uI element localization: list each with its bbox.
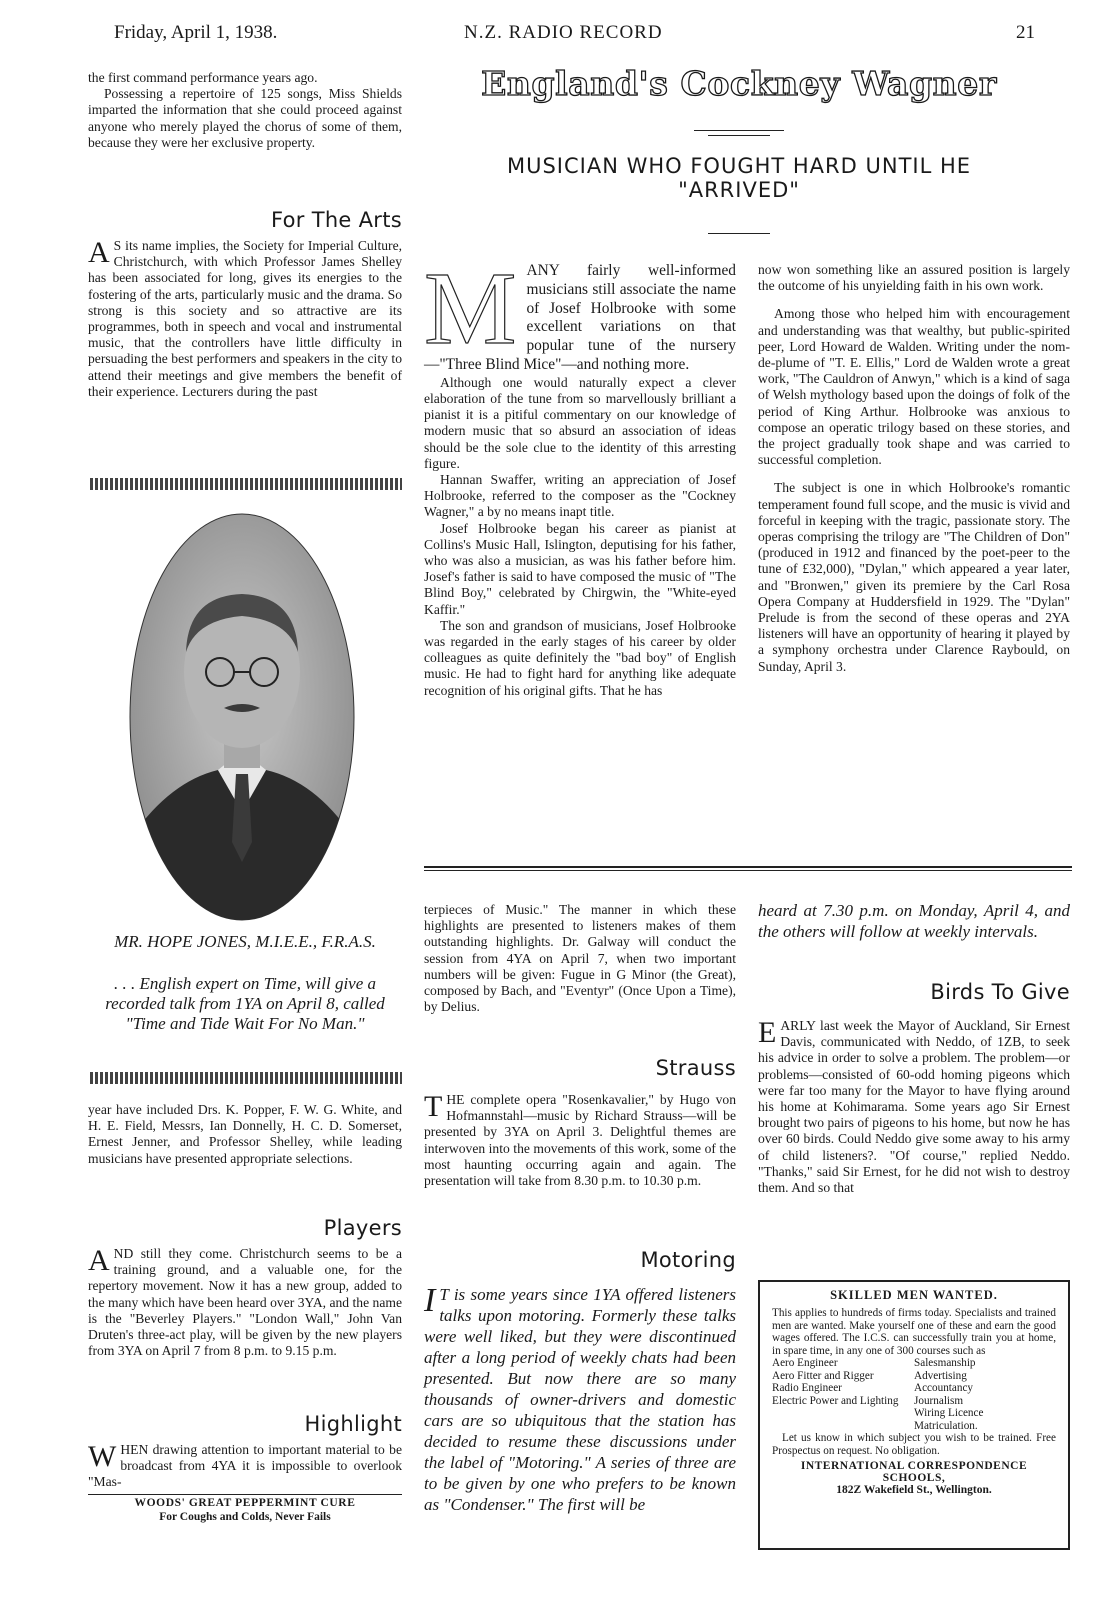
players-dropcap: A [88, 1244, 110, 1277]
page-number: 21 [1016, 22, 1035, 43]
subtitle-rule [708, 233, 770, 234]
feature-p6: now won something like an assured position is largely the outcome of his unyielding faith in his own work. [758, 262, 1070, 294]
birds-article [758, 1018, 1070, 1196]
left-column-top [88, 70, 402, 151]
photo-caption-text: . . . English expert on Time, will give a recorded talk from 1YA on April 8, called "Time and Tide Wait For No Man." [105, 974, 385, 1033]
motoring-heading: Motoring [640, 1248, 736, 1272]
strauss-article [424, 1092, 736, 1189]
arts-text: S its name implies, the Society for Imperial Culture, Christchurch, with which Professor James Shelley has been associated for long, gives its energies to the fostering of the arts, particularly music and the drama. So strong is this society and so attractive are its programmes, both in speech and vocal and instrumental music, that the controllers have little difficulty in persuading the best performers and speakers in the city to attend their meetings and give members the benefit of their experience. Lecturers during the past [88, 238, 402, 399]
feature-p1: ANY fairly well-informed musicians still associate the name of Josef Holbrooke with some excellent variations on that popular tune of the nursery—"Three Blind Mice"—and nothing more. [424, 262, 736, 373]
portrait-photo [128, 512, 356, 922]
repertoire-text: Possessing a repertoire of 125 songs, Miss Shields imparted the information that she could proceed against anyone who merely played the chorus of some of them, because they were her exclusive property. [88, 86, 402, 150]
strauss-dropcap: T [424, 1090, 443, 1123]
motoring-continuation [758, 900, 1070, 942]
highlight-heading: Highlight [304, 1412, 402, 1436]
motoring-dropcap: I [424, 1282, 436, 1319]
strauss-heading: Strauss [655, 1056, 736, 1080]
motoring-article [424, 1284, 736, 1515]
ad-course [772, 1420, 914, 1433]
footer-rule [88, 1494, 402, 1495]
ad-course: Advertising [914, 1369, 967, 1382]
feature-p7: Among those who helped him with encouragement and understanding was that wealthy, but public-spirited peer, Lord Howard de Walden. Writing under the nom-de-plume of "T. E. Ellis," Lord de Walden wrote a great work, "The Cauldron of Anwyn," which is a kind of saga of Welsh mythology based upon the doings of folk of the period of King Arthur. Holbrooke was anxious to compose an operatic trilogy based on these stories, and the project gradually took shape and was carried to successful completion. [758, 306, 1070, 468]
peppermint-cure-ad: WOODS' GREAT PEPPERMINT CURE [134, 1497, 356, 1509]
feature-title: England's Cockney Wagner [481, 64, 997, 103]
feature-p2: Although one would naturally expect a clever elaboration of the tune from so marvellously brilliant a pianist it is a pitiful commentary on our knowledge of modern music that so absurd an association of ideas should be the sole clue to the identity of this arresting figure. [424, 374, 736, 471]
ad-course: Electric Power and Lighting [772, 1394, 899, 1407]
ad-course: Radio Engineer [772, 1382, 842, 1394]
birds-heading: Birds To Give [930, 980, 1070, 1004]
highlight-text: HEN drawing attention to important material to be broadcast from 4YA it is impossible to overlook "Mas- [88, 1442, 402, 1490]
ad-course-list [772, 1357, 1056, 1432]
ad-course: Matriculation. [914, 1419, 978, 1432]
feature-bigcap: M [424, 251, 517, 366]
command-performance-text: the first command performance years ago. [88, 70, 318, 85]
photo-caption-title: MR. HOPE JONES, M.I.E.E., F.R.A.S. [114, 932, 376, 951]
publication-name: N.Z. RADIO RECORD [464, 22, 663, 43]
feature-p4: Josef Holbrooke began his career as pianist at Collins's Music Hall, Islington, deputising for his father, who was also a musician, as was his father before him. Josef's father is said to have composed the music of "The Blind Boy," celebrated by Chirgwin, the "White-eyed Kaffir." [424, 520, 736, 617]
ad-course: Journalism [914, 1394, 964, 1407]
arts-continuation-text: year have included Drs. K. Popper, F. W. G. White, and H. E. Field, Messrs, Ian Donnelly, H. C. D. Somerset, Ernest Jenner, and Professor Shelley, while leading musicians have presented appropriate selections. [88, 1102, 402, 1166]
strauss-text: HE complete opera "Rosenkavalier," by Hugo von Hofmannstahl—music by Richard Strauss—will be presented by 3YA on April 3. Delightful themes are interwoven into the movements of this work, some of the most haunting occurring again and again. The presentation will take from 8.30 p.m. to 10.30 p.m. [424, 1092, 736, 1189]
players-article [88, 1246, 402, 1359]
feature-subtitle: MUSICIAN WHO FOUGHT HARD UNTIL HE "ARRIVED" [506, 154, 972, 202]
ad-intro: This applies to hundreds of firms today. Specialists and trained men are wanted. Make yourself one of these and earn the good wages offered. The I.C.S. can successfully train you at home, in spare time, in any one of 300 courses such as [772, 1307, 1056, 1357]
players-text: ND still they come. Christchurch seems to be a training ground, and a valuable one, for the repertory movement. Now it has a new group, added to the many which have been heard over 3YA, and the name is the "Beverley Players." "London Wall," John Van Druten's three-act play, will be given by the new players from 3YA on April 7 from 8 p.m. to 9.15 p.m. [88, 1246, 402, 1359]
ad-course [772, 1407, 914, 1420]
ad-title: SKILLED MEN WANTED. [830, 1288, 998, 1302]
ad-course: Wiring Licence [914, 1407, 984, 1419]
ad-address: 182Z Wakefield St., Wellington. [836, 1484, 992, 1496]
highlight-dropcap: W [88, 1440, 117, 1473]
birds-text: ARLY last week the Mayor of Auckland, Sir Ernest Davis, communicated with Neddo, of 1ZB, to seek his advice in order to solve a problem. The problem—or problems—consisted of 60-odd homing pigeons which were far too many for the Mayor to have flying around his home at Kohimarama. Some years ago Sir Ernest brought two pairs of pigeons to his home, but now he has over 60 birds. Could Neddo give some away to his army of child listeners?. "Of course," replied Neddo. "Thanks," said Sir Ernest, for he did not wish to destroy them. And so that [758, 1018, 1070, 1196]
peppermint-cure-tagline: For Coughs and Colds, Never Fails [159, 1511, 331, 1523]
feature-p5: The son and grandson of musicians, Josef Holbrooke was regarded in the early stages of his career by older colleagues as quite definitely the "bad boy" of English music. He had to fight hard for anything like adequate recognition of his original gifts. That he has [424, 617, 736, 698]
masterpieces-continuation [424, 902, 736, 1015]
highlight-article [88, 1442, 402, 1491]
section-divider [90, 478, 402, 490]
ad-outro: Let us know in which subject you wish to be trained. Free Prospectus on request. No obligation. [772, 1432, 1056, 1457]
ad-course: Salesmanship [914, 1357, 976, 1369]
arts-continuation [88, 1102, 402, 1167]
arts-article [88, 238, 402, 400]
ad-course: Aero Fitter and Rigger [772, 1369, 874, 1382]
motoring-continuation-text: heard at 7.30 p.m. on Monday, April 4, and the others will follow at weekly intervals. [758, 901, 1070, 941]
ad-course: Aero Engineer [772, 1357, 838, 1369]
motoring-text: T is some years since 1YA offered listeners talks upon motoring. Formerly these talks were well liked, but they were discontinued after a long period of weekly chats had been presented. But now there are so many thousands of owner-drivers and domestic cars are so ubiquitous that the station has decided to resume these discussions under the label of "Motoring." A series of three are to be given by one who prefers to be known as "Condenser." The first will be [424, 1285, 736, 1514]
arts-dropcap: A [88, 236, 110, 269]
feature-col-2 [758, 262, 1070, 675]
issue-date: Friday, April 1, 1938. [114, 22, 278, 43]
feature-col-1 [424, 251, 736, 699]
feature-p8: The subject is one in which Holbrooke's romantic temperament found full scope, and the music is vivid and forceful in keeping with the tragic, passionate story. The operas comprising the trilogy are "The Children of Don" (produced in 1912 and financed by the poet-peer to the tune of £32,000), "Dylan," which appeared a year later, and "Bronwen," given its premiere by the Carl Rosa Opera Company at Huddersfield in 1929. The "Dylan" Prelude is from the second of these operas and 2YA listeners will have an opportunity of hearing it played by a symphony orchestra under Clarence Raybould, on Sunday, April 3. [758, 480, 1070, 674]
skilled-men-ad [758, 1280, 1070, 1550]
players-heading: Players [323, 1216, 402, 1240]
for-the-arts-heading: For The Arts [271, 208, 402, 232]
masterpieces-text: terpieces of Music." The manner in which these highlights are presented to listeners makes of them outstanding highlights. Dr. Galway will conduct the session from 4YA on April 7, when two important numbers will be given: Fugue in G Minor (the Great), composed by Bach, and "Eventyr" (Once Upon a Time), by Delius. [424, 902, 736, 1015]
ad-course: Accountancy [914, 1382, 974, 1394]
feature-end-rule [424, 866, 1072, 871]
section-divider [90, 1072, 402, 1084]
birds-dropcap: E [758, 1016, 777, 1049]
feature-p3: Hannan Swaffer, writing an appreciation of Josef Holbrooke, referred to the composer as the "Cockney Wagner," a by no means inapt title. [424, 472, 736, 520]
title-ornament [694, 130, 784, 136]
ad-school: INTERNATIONAL CORRESPONDENCE SCHOOLS, [800, 1460, 1028, 1484]
